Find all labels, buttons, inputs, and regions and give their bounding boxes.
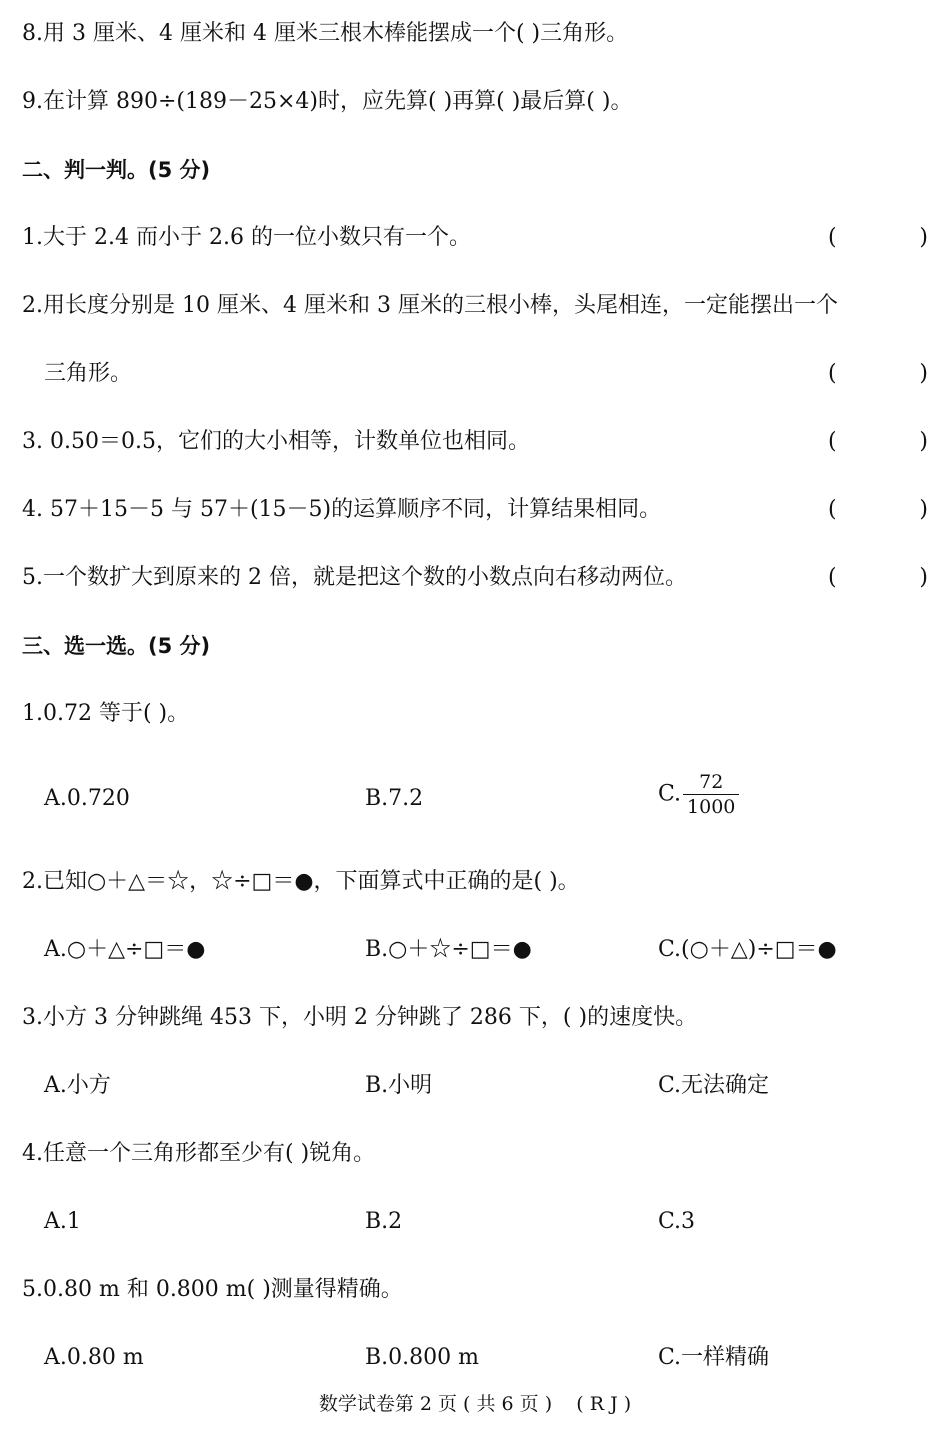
- judge-item-2: 2.用长度分别是 10 厘米、4 厘米和 3 厘米的三根小棒，头尾相连，一定能摆出一个: [22, 293, 838, 318]
- judge-item-1: 1.大于 2.4 而小于 2.6 的一位小数只有一个。: [22, 225, 471, 250]
- choice-q4-option-a: A.1: [44, 1209, 81, 1234]
- choice-q3-option-c: C.无法确定: [658, 1073, 770, 1098]
- choice-q4-option-c: C.3: [658, 1209, 696, 1234]
- choice-q3-stem: 3.小方 3 分钟跳绳 453 下，小明 2 分钟跳了 286 下，( )的速度快。: [22, 1005, 698, 1030]
- choice-q3-option-a: A.小方: [44, 1073, 111, 1098]
- choice-q4-option-b: B.2: [365, 1209, 403, 1234]
- section-3-title: 三、选一选。(5 分): [22, 634, 211, 658]
- choice-q1-option-b: B.7.2: [365, 786, 424, 811]
- choice-q5-option-c: C.一样精确: [658, 1345, 770, 1370]
- judge-item-5: 5.一个数扩大到原来的 2 倍，就是把这个数的小数点向右移动两位。: [22, 565, 687, 590]
- fraction: $\frac{72}{1000}$: [683, 770, 739, 819]
- choice-q4-stem: 4.任意一个三角形都至少有( )锐角。: [22, 1141, 376, 1166]
- choice-q5-stem: 5.0.80 m 和 0.800 m( )测量得精确。: [22, 1277, 403, 1302]
- choice-q3-option-b: B.小明: [365, 1073, 433, 1098]
- choice-q5-option-a: A.0.80 m: [44, 1345, 144, 1370]
- answer-paren-1: ( ): [828, 225, 928, 250]
- choice-q1-option-a: A.0.720: [44, 786, 130, 811]
- choice-q2-option-c: C.(○＋△)÷□＝●: [658, 937, 837, 962]
- answer-paren-4: ( ): [828, 497, 928, 522]
- choice-q2-option-b: B.○＋☆÷□＝●: [365, 937, 532, 962]
- question-8: 8.用 3 厘米、4 厘米和 4 厘米三根木棒能摆成一个( )三角形。: [22, 21, 629, 46]
- answer-paren-2: ( ): [828, 361, 928, 386]
- section-2-title: 二、判一判。(5 分): [22, 158, 211, 182]
- judge-item-3: 3. 0.50＝0.5，它们的大小相等，计数单位也相同。: [22, 429, 530, 454]
- page-footer: 数学试卷第 2 页 ( 共 6 页 ) ( R J ): [318, 1393, 632, 1415]
- choice-q2-option-a: A.○＋△÷□＝●: [44, 937, 206, 962]
- choice-q1-stem: 1.0.72 等于( )。: [22, 701, 190, 726]
- question-9: 9.在计算 890÷(189－25×4)时，应先算( )再算( )最后算( )。: [22, 89, 633, 114]
- answer-paren-3: ( ): [828, 429, 928, 454]
- choice-q5-option-b: B.0.800 m: [365, 1345, 479, 1370]
- choice-q2-stem: 2.已知○＋△＝☆，☆÷□＝●，下面算式中正确的是( )。: [22, 869, 580, 894]
- judge-item-4: 4. 57＋15－5 与 57＋(15－5)的运算顺序不同，计算结果相同。: [22, 497, 662, 522]
- answer-paren-5: ( ): [828, 565, 928, 590]
- judge-item-2-cont: 三角形。: [44, 361, 133, 386]
- choice-q1-option-c: C. $\frac{72}{1000}$: [658, 770, 739, 819]
